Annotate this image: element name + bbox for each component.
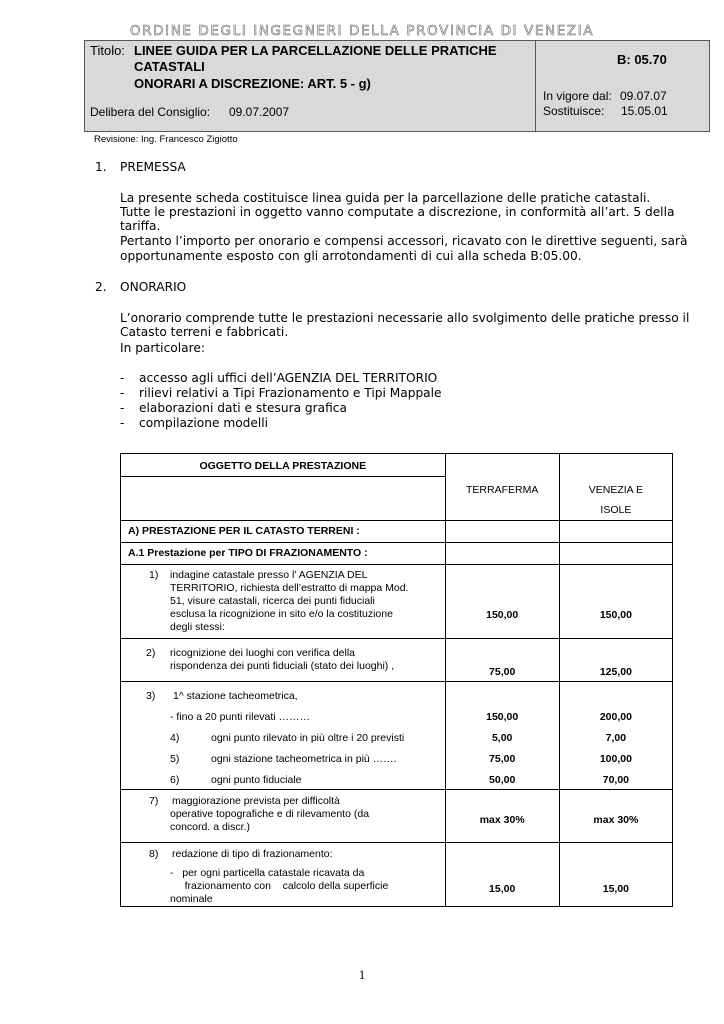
- sostituisce-label: Sostituisce:: [543, 104, 605, 118]
- s1-para1: La presente scheda costituisce linea guida per la parcellazione delle pratiche catastali.: [120, 191, 651, 205]
- delibera-label: Delibera del Consiglio:: [90, 105, 211, 119]
- row7-terraferma: max 30%: [479, 814, 525, 826]
- empty-cell: [121, 477, 446, 521]
- row5-text: ogni stazione tacheometrica in più …….: [211, 753, 397, 765]
- row7-venezia: max 30%: [593, 814, 639, 826]
- row4-text: ogni punto rilevato in più oltre i 20 previsti: [211, 732, 405, 744]
- row1-line: indagine catastale presso l’ AGENZIA DEL: [170, 569, 368, 581]
- row3-venezia: 200,00: [599, 711, 632, 723]
- row2-number: 2): [146, 647, 156, 659]
- row1-line: esclusa la ricognizione in sito e/o la costituzione: [170, 608, 393, 620]
- s2-para1b: Catasto terreni e fabbricati.: [120, 325, 289, 339]
- table-row-2: [121, 639, 673, 682]
- section-a-row: [121, 521, 673, 543]
- s2-para2: In particolare:: [120, 341, 205, 355]
- row1-terraferma: 150,00: [486, 609, 519, 621]
- s2-para1a: L’onorario comprende tutte le prestazioni necessarie allo svolgimento delle pratiche presso il: [120, 311, 690, 325]
- row3-number: 3): [146, 690, 156, 702]
- bullet-dash: -: [120, 401, 125, 415]
- row1-number: 1): [149, 569, 159, 581]
- row5-number: 5): [170, 753, 180, 765]
- section1-title: PREMESSA: [120, 160, 186, 174]
- row3-title: 1^ stazione tacheometrica,: [173, 690, 298, 702]
- row1-venezia: 150,00: [599, 609, 632, 621]
- row7-desc: [121, 790, 446, 843]
- row8-line: - per ogni particella catastale ricavata da: [170, 867, 365, 879]
- header-divider: [535, 40, 536, 132]
- empty-cell: [559, 543, 672, 565]
- row7-terraferma-cell: [445, 790, 559, 843]
- titolo-line1: LINEE GUIDA PER LA PARCELLAZIONE DELLE PRATICHE: [134, 43, 497, 58]
- scheda-code: B: 05.70: [617, 52, 667, 67]
- page-number: 1: [358, 967, 366, 982]
- row3-terraferma-cell: [445, 682, 559, 790]
- bullet-dash: -: [120, 416, 125, 430]
- row4-number: 4): [170, 732, 180, 744]
- row8-venezia-cell: [559, 843, 672, 907]
- header-terraferma-cell: [445, 454, 559, 521]
- row8-terraferma: 15,00: [489, 883, 516, 895]
- table-row-7: [121, 790, 673, 843]
- section-a1-cell: [121, 543, 446, 565]
- row2-terraferma: 75,00: [489, 666, 516, 678]
- vigore-label: In vigore dal:: [543, 89, 612, 103]
- section-a1-row: [121, 543, 673, 565]
- s1-para2a: Tutte le prestazioni in oggetto vanno computate a discrezione, in conformità all’art. 5 della: [120, 205, 675, 219]
- table-row-8: [121, 843, 673, 907]
- s1-para2b: tariffa.: [120, 219, 161, 233]
- row6-venezia: 70,00: [602, 774, 630, 786]
- row5-terraferma: 75,00: [489, 753, 516, 765]
- sostituisce-date: 15.05.01: [621, 104, 668, 118]
- bullet-item: accesso agli uffici dell’AGENZIA DEL TERRITORIO: [139, 371, 438, 385]
- titolo-line3: ONORARI A DISCREZIONE: ART. 5 - g): [134, 76, 371, 91]
- row1-line: degli stessi:: [170, 621, 225, 633]
- empty-cell: [445, 543, 559, 565]
- row7-venezia-cell: [559, 790, 672, 843]
- bullet-item: compilazione modelli: [139, 416, 269, 430]
- titolo-label: Titolo:: [90, 43, 125, 58]
- row2-desc: [121, 639, 446, 682]
- s1-para3a: Pertanto l’importo per onorario e compensi accessori, ricavato con le direttive seguenti, sarà: [120, 234, 688, 248]
- row3-desc: [121, 682, 446, 790]
- row6-text: ogni punto fiduciale: [211, 774, 302, 786]
- row5-venezia: 100,00: [599, 753, 632, 765]
- row7-line: maggiorazione prevista per difficoltà: [172, 795, 340, 807]
- row1-terraferma-cell: [445, 565, 559, 639]
- row8-line: nominale: [170, 893, 213, 905]
- header-oggetto: OGGETTO DELLA PRESTAZIONE: [199, 460, 367, 472]
- row7-number: 7): [149, 795, 159, 807]
- row2-line: rispondenza dei punti fiduciali (stato dei luoghi) ,: [170, 660, 395, 672]
- row6-terraferma: 50,00: [489, 774, 516, 786]
- table-row-1: [121, 565, 673, 639]
- bullet-item: rilievi relativi a Tipi Frazionamento e Tipi Mappale: [139, 386, 442, 400]
- row1-venezia-cell: [559, 565, 672, 639]
- header-isole: ISOLE: [600, 504, 632, 516]
- section1-number: 1.: [95, 160, 107, 174]
- row6-number: 6): [170, 774, 180, 786]
- row8-number: 8): [149, 848, 159, 860]
- ordine-heading: ORDINE DEGLI INGEGNERI DELLA PROVINCIA DI VENEZIA: [129, 23, 595, 39]
- row4-terraferma: 5,00: [491, 732, 513, 744]
- header-venezia: VENEZIA E: [588, 484, 644, 496]
- tariff-table: [120, 453, 673, 907]
- section-a1-title: A.1 Prestazione per TIPO DI FRAZIONAMENTO :: [128, 547, 368, 559]
- empty-cell: [445, 521, 559, 543]
- section-a-cell: [121, 521, 446, 543]
- row2-terraferma-cell: [445, 639, 559, 682]
- row2-venezia: 125,00: [599, 666, 632, 678]
- row7-line: concord. a discr.): [170, 821, 250, 833]
- row3-sub: - fino a 20 punti rilevati ………: [170, 711, 311, 723]
- titolo-line2: CATASTALI: [134, 59, 205, 74]
- row8-venezia: 15,00: [602, 883, 630, 895]
- header-oggetto-cell: [121, 454, 446, 477]
- bullet-dash: -: [120, 386, 125, 400]
- row1-desc: [121, 565, 446, 639]
- section-a-title: A) PRESTAZIONE PER IL CATASTO TERRENI :: [128, 525, 360, 537]
- row2-venezia-cell: [559, 639, 672, 682]
- row3-terraferma: 150,00: [486, 711, 519, 723]
- row8-title: redazione di tipo di frazionamento:: [172, 848, 333, 860]
- vigore-date: 09.07.07: [620, 89, 667, 103]
- s1-para3b: opportunamente esposto con gli arrotondamenti di cui alla scheda B:05.00.: [120, 249, 582, 263]
- section2-title: ONORARIO: [120, 280, 187, 294]
- row7-line: operative topografiche e di rilevamento (da: [170, 808, 370, 820]
- table-header-row-1: [121, 454, 673, 477]
- row8-desc: [121, 843, 446, 907]
- row2-line: ricognizione dei luoghi con verifica della: [170, 647, 356, 659]
- row8-line: frazionamento con calcolo della superficie: [170, 880, 389, 892]
- section2-number: 2.: [95, 280, 107, 294]
- table-row-3: [121, 682, 673, 790]
- row3-venezia-cell: [559, 682, 672, 790]
- row1-line: TERRITORIO, richiesta dell’estratto di mappa Mod.: [170, 582, 409, 594]
- row8-terraferma-cell: [445, 843, 559, 907]
- delibera-date: 09.07.2007: [229, 105, 290, 119]
- bullet-dash: -: [120, 371, 125, 385]
- bullet-item: elaborazioni dati e stesura grafica: [139, 401, 347, 415]
- header-venezia-cell: [559, 454, 672, 521]
- revisione: Revisione: Ing. Francesco Zigiotto: [94, 134, 238, 145]
- row4-venezia: 7,00: [605, 732, 627, 744]
- header-terraferma: TERRAFERMA: [466, 484, 539, 496]
- row1-line: 51, visure catastali, ricerca dei punti fiduciali: [170, 595, 375, 607]
- empty-cell: [559, 521, 672, 543]
